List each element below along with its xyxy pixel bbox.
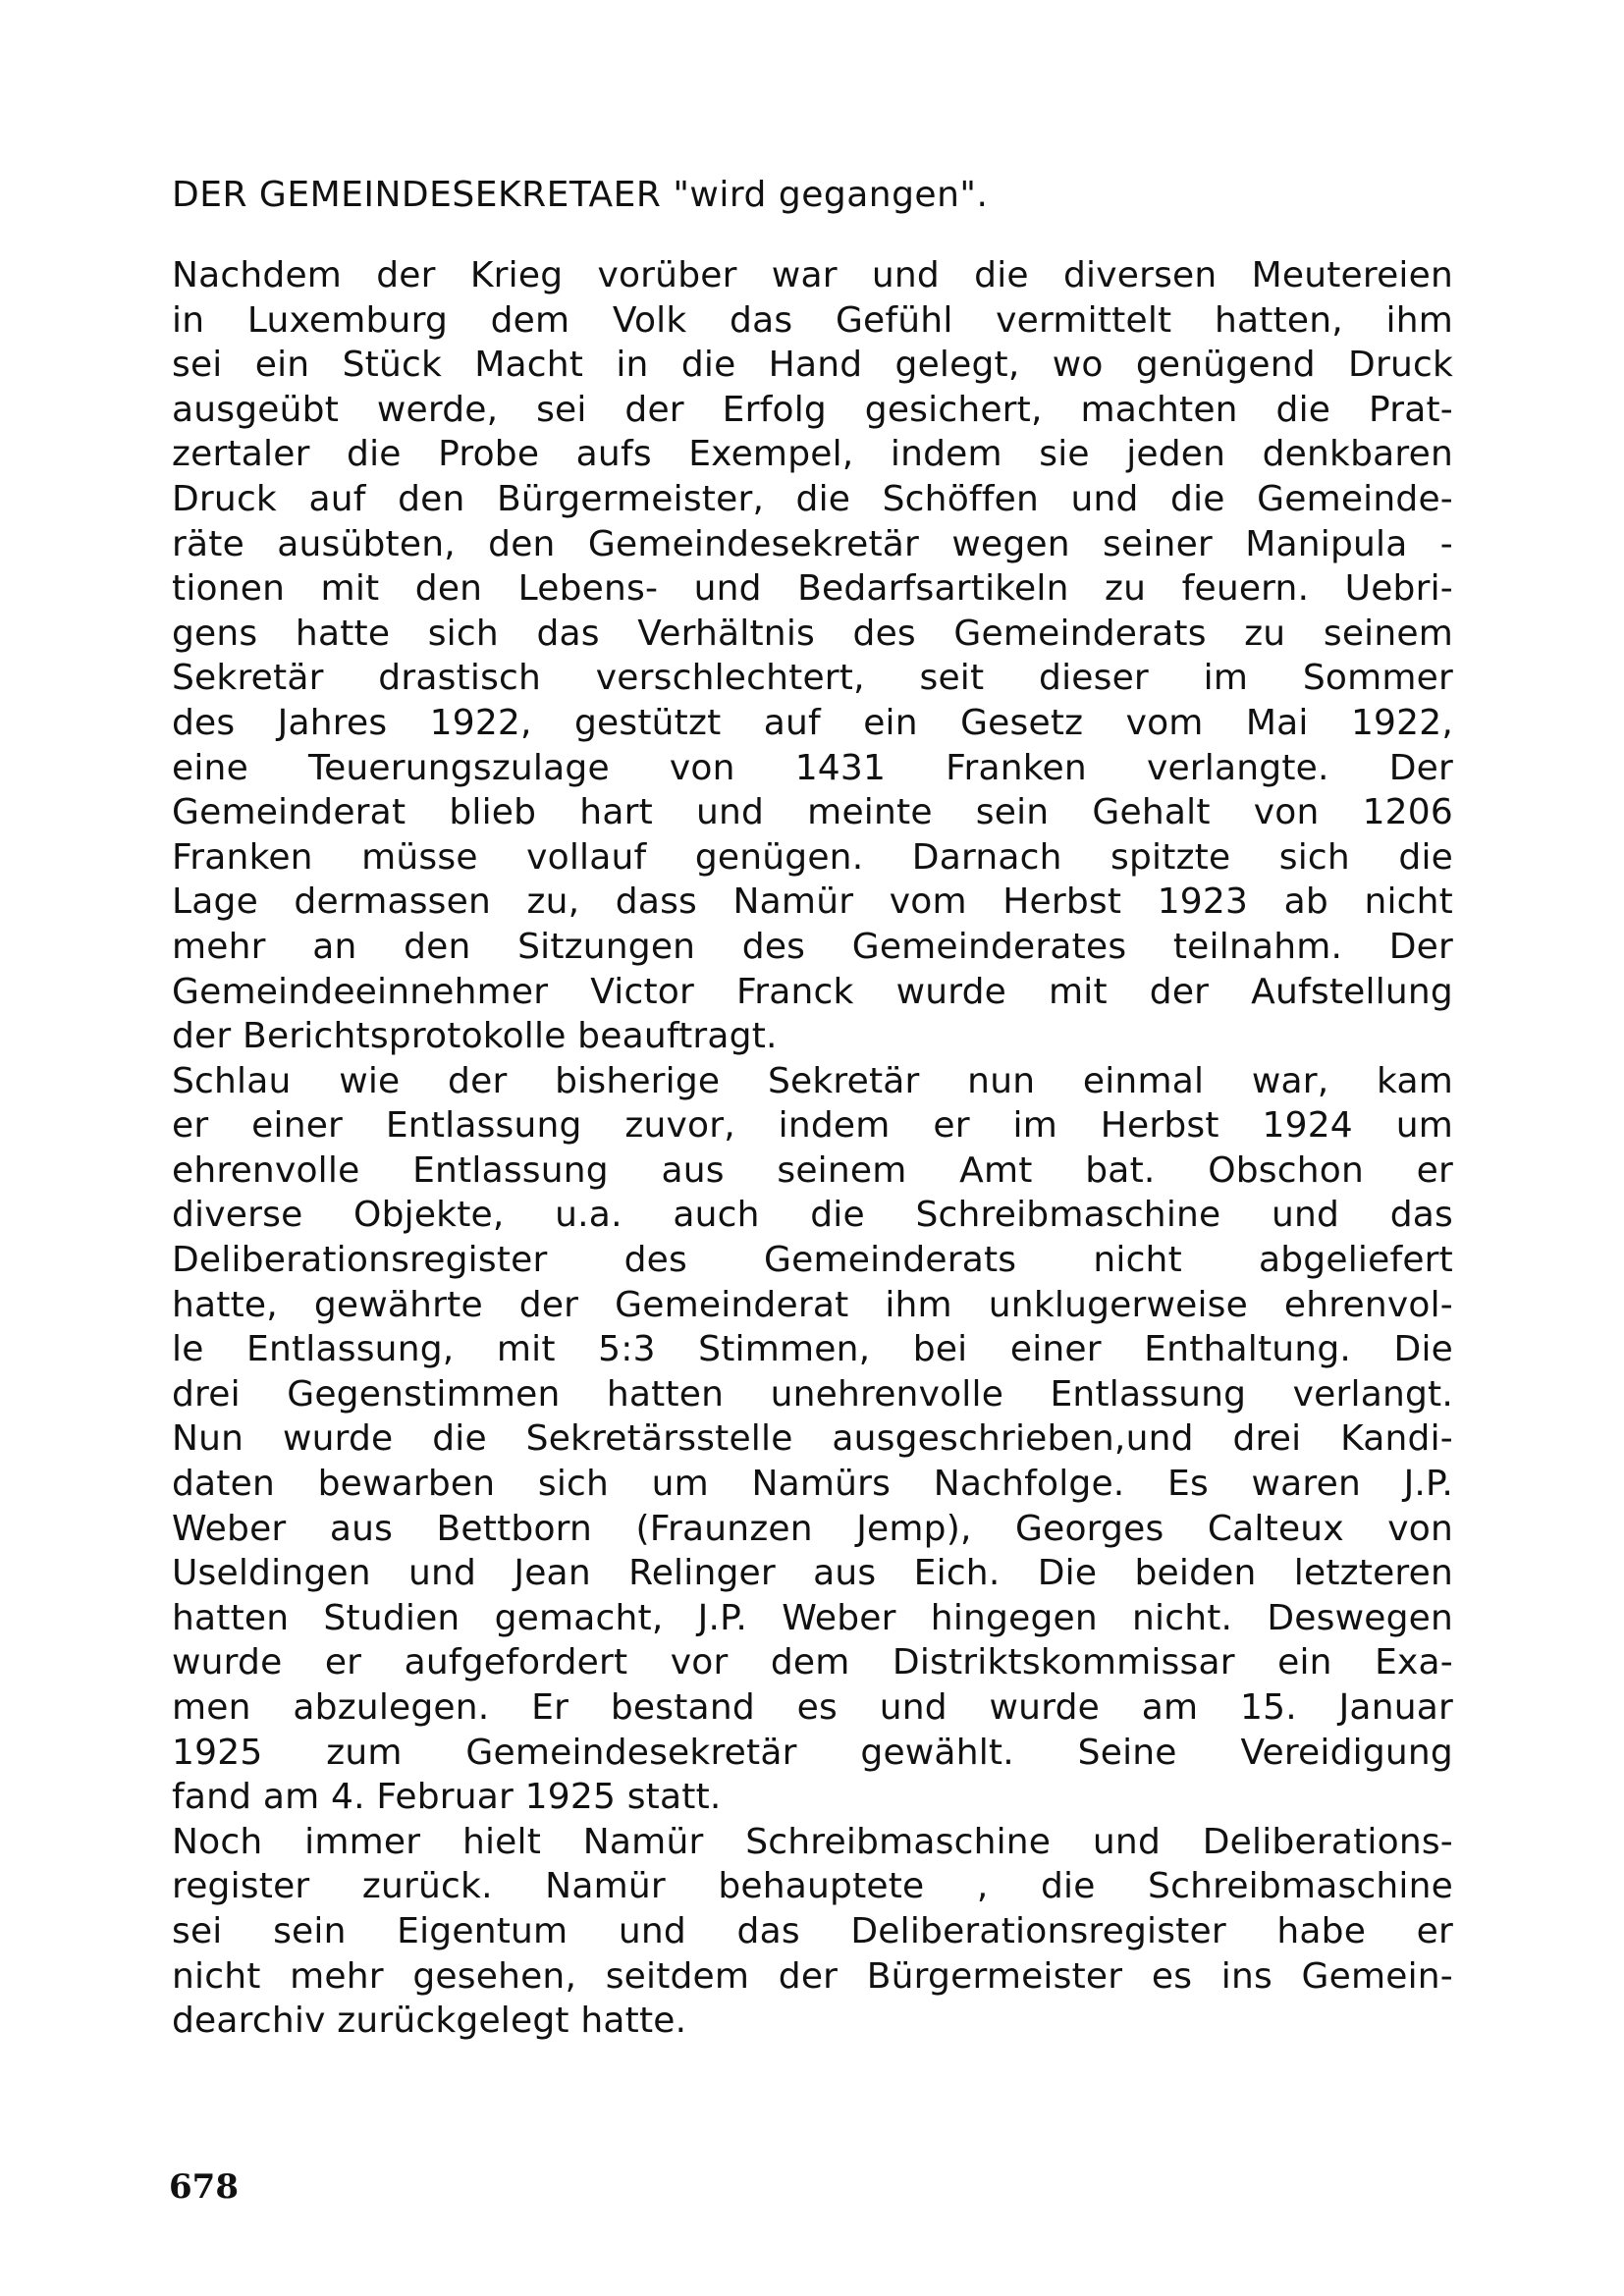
text-line: tionen mit den Lebens- und Bedarfsartikeln zu feuern. Uebri- <box>172 568 1453 610</box>
text-line: Druck auf den Bürgermeister, die Schöffen und die Gemeinde- <box>172 478 1453 519</box>
text-line: Weber aus Bettborn (Fraunzen Jemp), Georges Calteux von <box>172 1508 1453 1549</box>
text-line: räte ausübten, den Gemeindesekretär wegen seiner Manipula - <box>172 523 1453 564</box>
text-line: ehrenvolle Entlassung aus seinem Amt bat. Obschon er <box>172 1149 1453 1191</box>
text-line: dearchiv zurückgelegt hatte. <box>172 2001 687 2042</box>
text-line: Deliberationsregister des Gemeinderats nicht abgeliefert <box>172 1240 1453 1281</box>
paragraph <box>172 253 1453 1059</box>
text-line: zertaler die Probe aufs Exempel, indem sie jeden denkbaren <box>172 434 1453 475</box>
text-line: gens hatte sich das Verhältnis des Gemeinderats zu seinem <box>172 613 1453 654</box>
text-line: nicht mehr gesehen, seitdem der Bürgermeister es ins Gemein- <box>172 1955 1453 1997</box>
text-line: 1925 zum Gemeindesekretär gewählt. Seine Vereidigung <box>172 1732 1453 1773</box>
text-line: register zurück. Namür behauptete , die Schreibmaschine <box>172 1866 1453 1907</box>
text-line: Schlau wie der bisherige Sekretär nun einmal war, kam <box>172 1060 1453 1101</box>
text-line: Noch immer hielt Namür Schreibmaschine und Deliberations- <box>172 1821 1453 1862</box>
paragraph <box>172 1059 1453 1820</box>
text-line: Franken müsse vollauf genügen. Darnach spitzte sich die <box>172 836 1453 878</box>
text-line: hatten Studien gemacht, J.P. Weber hingegen nicht. Deswegen <box>172 1597 1453 1638</box>
text-line: fand am 4. Februar 1925 statt. <box>172 1777 722 1818</box>
text-line: Nachdem der Krieg vorüber war und die diversen Meutereien <box>172 255 1453 295</box>
page-number: 678 <box>169 2167 239 2207</box>
text-line: Useldingen und Jean Relinger aus Eich. Die beiden letzteren <box>172 1553 1453 1594</box>
text-line: daten bewarben sich um Namürs Nachfolge. Es waren J.P. <box>172 1464 1453 1505</box>
text-line: men abzulegen. Er bestand es und wurde am 15. Januar <box>172 1687 1453 1728</box>
text-line: diverse Objekte, u.a. auch die Schreibmaschine und das <box>172 1195 1453 1236</box>
text-line: mehr an den Sitzungen des Gemeinderates teilnahm. Der <box>172 926 1453 967</box>
text-line: Sekretär drastisch verschlechtert, seit dieser im Sommer <box>172 658 1453 699</box>
text-line: Gemeinderat blieb hart und meinte sein Gehalt von 1206 <box>172 792 1453 833</box>
text-line: in Luxemburg dem Volk das Gefühl vermittelt hatten, ihm <box>172 299 1453 341</box>
text-line: er einer Entlassung zuvor, indem er im Herbst 1924 um <box>172 1105 1453 1147</box>
text-line: des Jahres 1922, gestützt auf ein Gesetz vom Mai 1922, <box>172 702 1453 743</box>
text-line: sei sein Eigentum und das Deliberationsregister habe er <box>172 1910 1453 1951</box>
text-line: le Entlassung, mit 5:3 Stimmen, bei einer Enthaltung. Die <box>172 1329 1453 1370</box>
text-line: eine Teuerungszulage von 1431 Franken verlangte. Der <box>172 747 1453 788</box>
paragraph <box>172 1820 1453 2044</box>
text-line: sei ein Stück Macht in die Hand gelegt, wo genügend Druck <box>172 345 1453 386</box>
text-line: wurde er aufgefordert vor dem Distriktskommissar ein Exa- <box>172 1642 1453 1683</box>
text-line: Lage dermassen zu, dass Namür vom Herbst 1923 ab nicht <box>172 881 1453 923</box>
text-line: hatte, gewährte der Gemeinderat ihm unklugerweise ehrenvol- <box>172 1284 1453 1325</box>
text-line: drei Gegenstimmen hatten unehrenvolle Entlassung verlangt. <box>172 1373 1453 1415</box>
text-line: der Berichtsprotokolle beauftragt. <box>172 1016 778 1057</box>
text-line: Nun wurde die Sekretärsstelle ausgeschrieben,und drei Kandi- <box>172 1418 1453 1460</box>
body-text <box>172 253 1453 2044</box>
chapter-heading: DER GEMEINDESEKRETAER "wird gegangen". <box>172 175 989 215</box>
text-line: Gemeindeeinnehmer Victor Franck wurde mit der Aufstellung <box>172 971 1453 1012</box>
text-line: ausgeübt werde, sei der Erfolg gesichert, machten die Prat- <box>172 389 1453 430</box>
